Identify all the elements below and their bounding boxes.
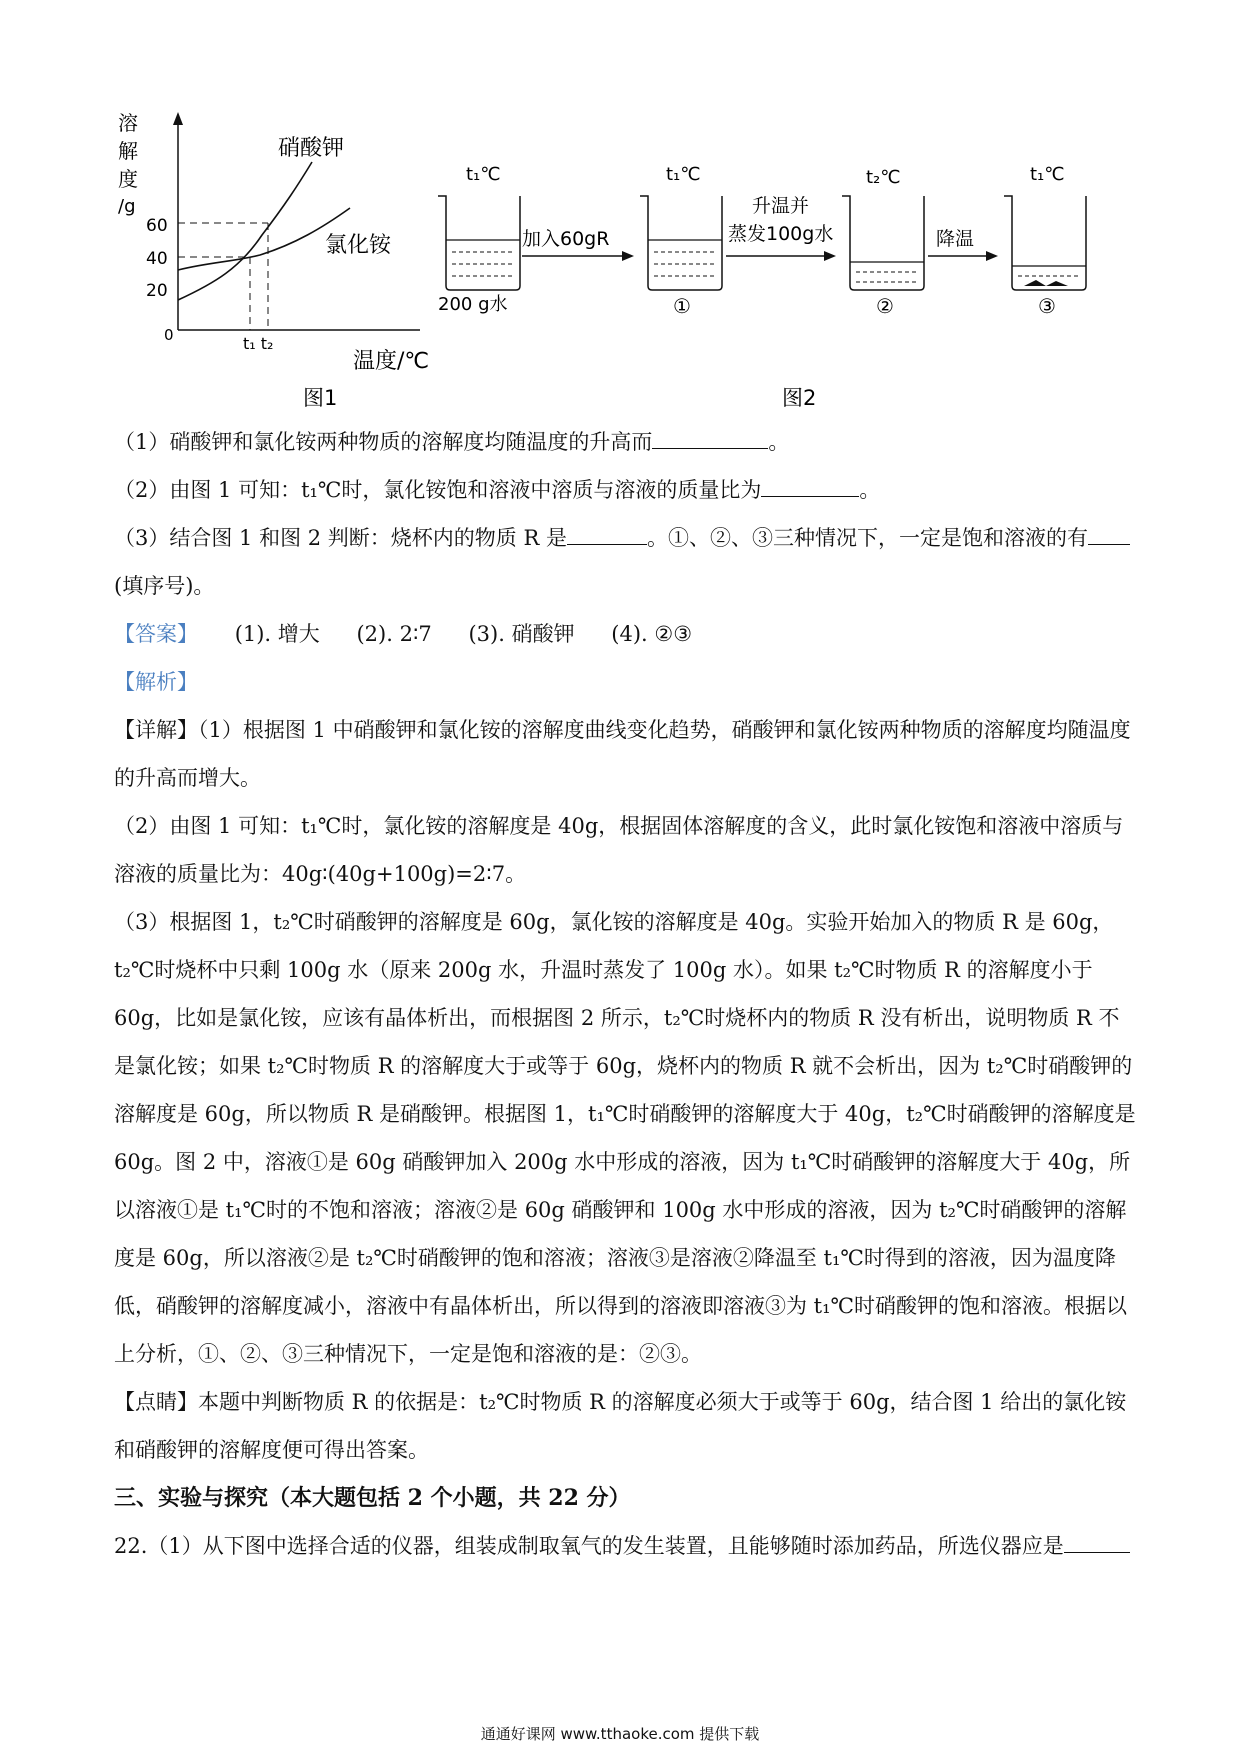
arrow-label: 蒸发100g水 [728, 223, 834, 245]
beaker-label: 200 g水 [438, 294, 508, 315]
answer-blank [652, 428, 768, 449]
beaker-temp: t₁℃ [466, 164, 501, 185]
crystal-precipitate [1024, 280, 1068, 286]
question-2: （2）由图 1 可知：t₁℃时，氯化铵饱和溶液中溶质与溶液的质量比为 。 [114, 478, 881, 502]
footer: 通通好课网 www.tthaoke.com 提供下载 [480, 1725, 760, 1743]
detail-1: 【详解】（1）根据图 1 中硝酸钾和氯化铵的溶解度曲线变化趋势，硝酸钾和氯化铵两种物质的溶解度均随温度的升高而增大。 [114, 718, 1131, 790]
x-tick-label: t₁ t₂ [243, 334, 274, 353]
arrow-cool [928, 228, 998, 261]
arrow-add-r [522, 228, 634, 261]
question-3: （3）结合图 1 和图 2 判断：烧杯内的物质 R 是 。①、②、③三种情况下，一定是饱和溶液的有(填序号)。 [114, 514, 1138, 610]
answer-blank [567, 524, 647, 545]
beaker-label: ② [876, 294, 894, 318]
curve-label-kno3: 硝酸钾 [278, 136, 345, 161]
y-axis-label-char: 解 [118, 139, 138, 163]
arrow-label: 升温并 [752, 195, 810, 217]
detail-3: （3）根据图 1，t₂℃时硝酸钾的溶解度是 60g，氯化铵的溶解度是 40g。实验开始加入的物质 R 是 60g，t₂℃时烧杯中只剩 100g 水（原来 200g 水，升温时蒸发了 100g 水）。如果 t₂℃时物质 R 的溶解度小于 60g，比如是氯化铵，应该有晶体析出，而根据图 2 所示，t₂℃时烧杯内的物质 R 没有析出，说明物质 R 不是氯化铵；如果 t₂℃时物质 R 的溶解度大于或等于 60g，烧杯内的物质 R 就不会析出，因为 t₂℃时硝酸钾的溶解度是 60g，所以物质 R 是硝酸钾。根据图 1，t₁℃时硝酸钾的溶解度大于 40g，t₂℃时硝酸钾的溶解度是 60g。图 2 中，溶液①是 60g 硝酸钾加入 200g 水中形成的溶液，因为 t₁℃时硝酸钾的溶解度大于 40g，所以溶液①是 t₁℃时的不饱和溶液；溶液②是 60g 硝酸钾和 100g 水中形成的溶液，因为 t₂℃时硝酸钾的溶解度是 60g，所以溶液②是 t₂℃时硝酸钾的饱和溶液；溶液③是溶液②降温至 t₁℃时得到的溶液，因为温度降低，硝酸钾的溶解度减小，溶液中有晶体析出，所以得到的溶液即溶液③为 t₁℃时硝酸钾的饱和溶液。根据以上分析，①、②、③三种情况下，一定是饱和溶液的是：②③。 [114, 910, 1136, 1366]
arrow-heat-evaporate [726, 195, 836, 261]
figure-1-caption: 图1 [303, 386, 338, 410]
y-tick-label: 60 [146, 216, 168, 236]
beaker-initial [438, 196, 520, 290]
beaker-1 [640, 196, 722, 290]
point-note: 【点睛】本题中判断物质 R 的依据是：t₂℃时物质 R 的溶解度必须大于或等于 60g，结合图 1 给出的氯化铵和硝酸钾的溶解度便可得出答案。 [114, 1390, 1127, 1462]
answer-tag: 【答案】 [114, 622, 198, 646]
answer-item: (4). ②③ [611, 622, 693, 646]
beaker-temp: t₁℃ [666, 164, 701, 185]
answer-blank [1088, 524, 1130, 545]
answer-blank [1064, 1532, 1130, 1553]
figure-1-solubility-chart [118, 111, 429, 410]
figures [0, 0, 1240, 420]
section-heading: 三、实验与探究（本大题包括 2 个小题，共 22 分） [114, 1485, 631, 1511]
detail-2: （2）由图 1 可知：t₁℃时，氯化铵的溶解度是 40g，根据固体溶解度的含义，此时氯化铵饱和溶液中溶质与溶液的质量比为：40g∶(40g+100g)=2∶7。 [114, 814, 1124, 886]
arrow-label: 加入60gR [522, 228, 610, 250]
answer-blank [761, 476, 859, 497]
answer-line [114, 610, 1138, 658]
question-22: 22.（1）从下图中选择合适的仪器，组装成制取氧气的发生装置，且能够随时添加药品，所选仪器应是 [114, 1522, 1138, 1570]
y-tick-label: 20 [146, 281, 168, 301]
beaker-temp: t₁℃ [1030, 164, 1065, 185]
arrow-label: 降温 [936, 228, 975, 250]
beaker-3 [1004, 196, 1086, 290]
y-axis-label-char: 溶 [118, 111, 138, 135]
question-1: （1）硝酸钾和氯化铵两种物质的溶解度均随温度的升高而 。 [114, 430, 790, 454]
y-tick-label: 0 [164, 326, 174, 344]
y-axis-label-char: /g [118, 196, 136, 217]
answer-item: (3). 硝酸钾 [468, 622, 575, 646]
text-body [114, 418, 1138, 1570]
figure-2-beaker-process [438, 164, 1086, 410]
y-tick-label: 40 [146, 249, 168, 269]
beaker-2 [842, 196, 924, 290]
beaker-label: ③ [1038, 294, 1056, 318]
y-axis-arrow [173, 112, 183, 125]
curve-label-nh4cl: 氯化铵 [325, 233, 392, 258]
y-axis-label-char: 度 [118, 167, 138, 191]
x-axis-label: 温度/℃ [353, 349, 430, 374]
point-tag: 【点睛】 [114, 1390, 198, 1414]
detail-tag: 【详解】 [114, 718, 198, 742]
answer-item: (2). 2∶7 [356, 622, 432, 646]
analysis-tag: 【解析】 [114, 670, 198, 694]
curve-potassium-nitrate [178, 162, 312, 300]
figure-2-caption: 图2 [782, 386, 817, 410]
beaker-temp: t₂℃ [866, 167, 901, 188]
answer-item: (1). 增大 [234, 622, 320, 646]
beaker-label: ① [673, 294, 691, 318]
